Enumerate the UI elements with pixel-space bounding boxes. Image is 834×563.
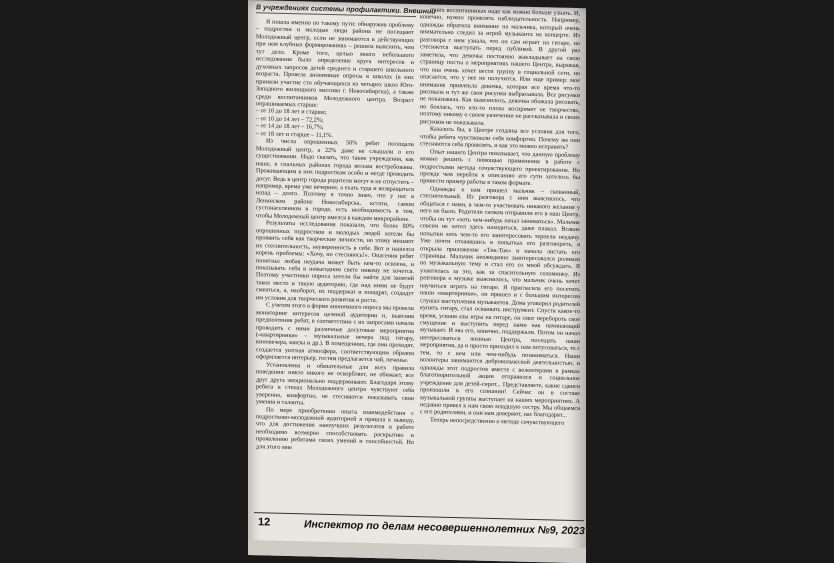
paragraph: С учетом этого в форме анонимного опроса мы провели мониторинг интересов целевой аудитории и, выяснив предпочтения ребят, в соответствии с их запросами начали проводить с ними различные досуговые мероприятия («квартирники» – музыкальные вечера под гитару, киновечера, квизы и др.). В помещениях, где они проходят, создается уютная атмосфера, соответствующим образом оформляется интерьер, гостям предлагается чай, печенье. [256, 301, 414, 365]
magazine-title: Инспектор по делам несовершеннолетних №9, 2023 [304, 518, 585, 538]
paragraph: Опыт нашего Центра показывает, что данную проблему можно решить с помощью применения в работе с подростками метода сочувствующего проектирования. Но прежде чем перейти к описанию его сути хотелось бы привести пример работы в таком формате. [420, 148, 580, 188]
page-edge [248, 540, 586, 563]
age-list-item: – от 10 до 18 лет и старше; [256, 107, 327, 117]
paragraph: По мере приобретения опыта взаимодействия с подростково-молодежной аудиторией я пришла к выводу, что для достижения наилучших результатов в работе необходимо всемерно способствовать раскрытию и проявлению ребятами своих умений и способностей. Но для этого мне [256, 406, 414, 451]
paragraph: Однажды к нам пришел мальчик – скованный, стеснительный. Из разговора с ним выяснилось, что общаться с нами, в чем-то участвовать никакого желания у него не было. Родители силком отправили его в наш Центр, чтобы он тут «хоть чем-нибудь начал заниматься». Мальчик совсем не хотел здесь находиться, даже плакал. Всякие попытки хоть чем-то его заинтересовать терпели неудачу. Уже почти отчаявшись в попытках его разговорить, я открыла приложение «Тик-Ток» и начала листать его страницы. Мальчик неожиданно заинтересовался роликом на музыкальную тему и стал его со мной обсуждать. Я ухватилась за это, как за спасительную соломинку. Из разговора о музыке выяснилось, что мальчик очень хочет научиться играть на гитаре. Я пригласила его посетить наши «квартирники», он пришел и с большим интересом слушал выступления музыкантов. Дома уговорил родителей купить гитару, стал осваивать инструмент. Спустя какое-то время, усвоив азы игры на гитаре, он смог перебороть свое смущение и выступить перед нами как начинающий музыкант. И мы его, конечно, поддержали. Потом он начал интересоваться жизнью Центра, посещать наши мероприятия, да и просто приходил к нам потусоваться, то с тем, то с кем или чем-нибудь позаниматься. Наши волонтеры занимаются добровольческой деятельностью, и однажды этот подросток вместе с волонтерами в рамках благотворительной акции отправился в социальное учреждение для детей-сирот... Представляете, какие сдвиги произошли в его сознании! Сейчас он в составе музыкальной группы выступает на наших мероприятиях. А недавно привел к нам свою младшую сестру. Мы общаемся с его родителями, и они нам доверяют, нас благодарят... [420, 185, 580, 420]
paragraph: Теперь непосредственно о методе сочувствующего [430, 416, 565, 427]
age-list-item: – от 18 лет и старше – 11,1%. [256, 129, 333, 139]
page-number: 12 [258, 516, 271, 529]
paragraph: Установлены и обязательные для всех правила поведения: никто никого не оскорбляет, не обижает, все друг друга эмоционально поддерживают. Благодаря этому ребята в стенах Молодежного центра чувствуют себя уверенно, комфортно, не стесняются показывать свои умения и таланты. [256, 361, 414, 407]
paragraph: Результаты исследования показали, что более 80% опрошенных подростков и молодых людей хотели бы проявить себя как творческие личности, но этому мешают их стеснительность, неуверенность в себе. Вот и нашелся корень проблемы: «Хочу, но стесняюсь!». Опасения ребят понятны: любая неудача может быть кем-то освоена, и показывать себя в невыгодном свете никому не хочется. Поэтому участники опроса хотели бы найти для занятий такое место и такую аудиторию, где над ними не будут смеяться, а, наоборот, их поддержат и поощрят, создадут им условия для творческого развития и роста. [256, 219, 414, 304]
paragraph: Казалось бы, в Центре созданы все условия для того, чтобы ребята чувствовали себя комфортно. Почему же они стесняются себя проявлять, и как это можно исправить? [420, 125, 580, 151]
age-list-item: – от 14 до 18 лет – 16,7%; [256, 122, 324, 132]
section-header: В учреждениях системы профилактики. Внешний [256, 4, 436, 16]
age-list-item: – от 10 до 14 лет – 72,2%; [256, 115, 324, 124]
magazine-page [248, 0, 586, 563]
right-column [420, 6, 580, 530]
paragraph: о них воспитанниках надо как можно больше узнать. И, конечно, нужно проявлять наблюдательность. Например, однажды обратила внимание на мальчика, который очень внимательно следил за игрой музыканта на концерте. Из разговора с ним узнала, что он сам играет на гитаре, но стесняется выступать перед публикой. В другой раз заметила, что девочка постоянно выкладывает на свою страницу посты о мероприятиях нашего Центра, выражая, что она очень хочет вести группу в социальной сети, но опасается, что у нее не получится. Или еще пример: мое внимание привлекла девочка, которая все время что-то рисовала и тут же свои рисунки выбрасывала. Все рисунки не показывала. Как выяснилось, девочка обожала рисовать, но боялась, что кто-то плохо воспримет ее творчество, поэтому никому о своем увлечении не рассказывала и своих рисунков не показывала. [420, 6, 580, 127]
left-column [256, 18, 414, 514]
paragraph: Из числа опрошенных 50% ребят посещали Молодежный центр, а 22% даже не слышали о его существовании. Надо сказать, что такие учреждения, как наше, в спальных районах города весьма востребованы. Проживающим в них подросткам особо и негде проводить досуг. Ведь в центр города родители могут и не отпустить – например, время уже вечернее, а ехать туда и возвращаться назад – долго. Поэтому я точно знаю, что у нас в Ленинском районе Новосибирска, кстати, самом густонаселенном в городе, есть необходимость в том, чтобы Молодежный центр имелся в каждом микрорайоне. [256, 137, 414, 223]
paragraph: Я пошла именно по такому пути: обнаружив проблему – подростки и молодые люди района не посещают Молодежный центр, если не занимаются в действующих при нем клубных формированиях – решила выяснить, чем тут дело. Кроме того, целью моего небольшого исследования было определение круга интересов и духовных запросов детей среднего и старшего школьного возраста. Провела анонимные опросы в школах (в них приняли участие сто обучающихся из четырех школ Юго-Западного жилищного массива г. Новосибирска), а также среди воспитанников Молодежного центра. Возраст опрашиваемых старше: [256, 18, 414, 109]
